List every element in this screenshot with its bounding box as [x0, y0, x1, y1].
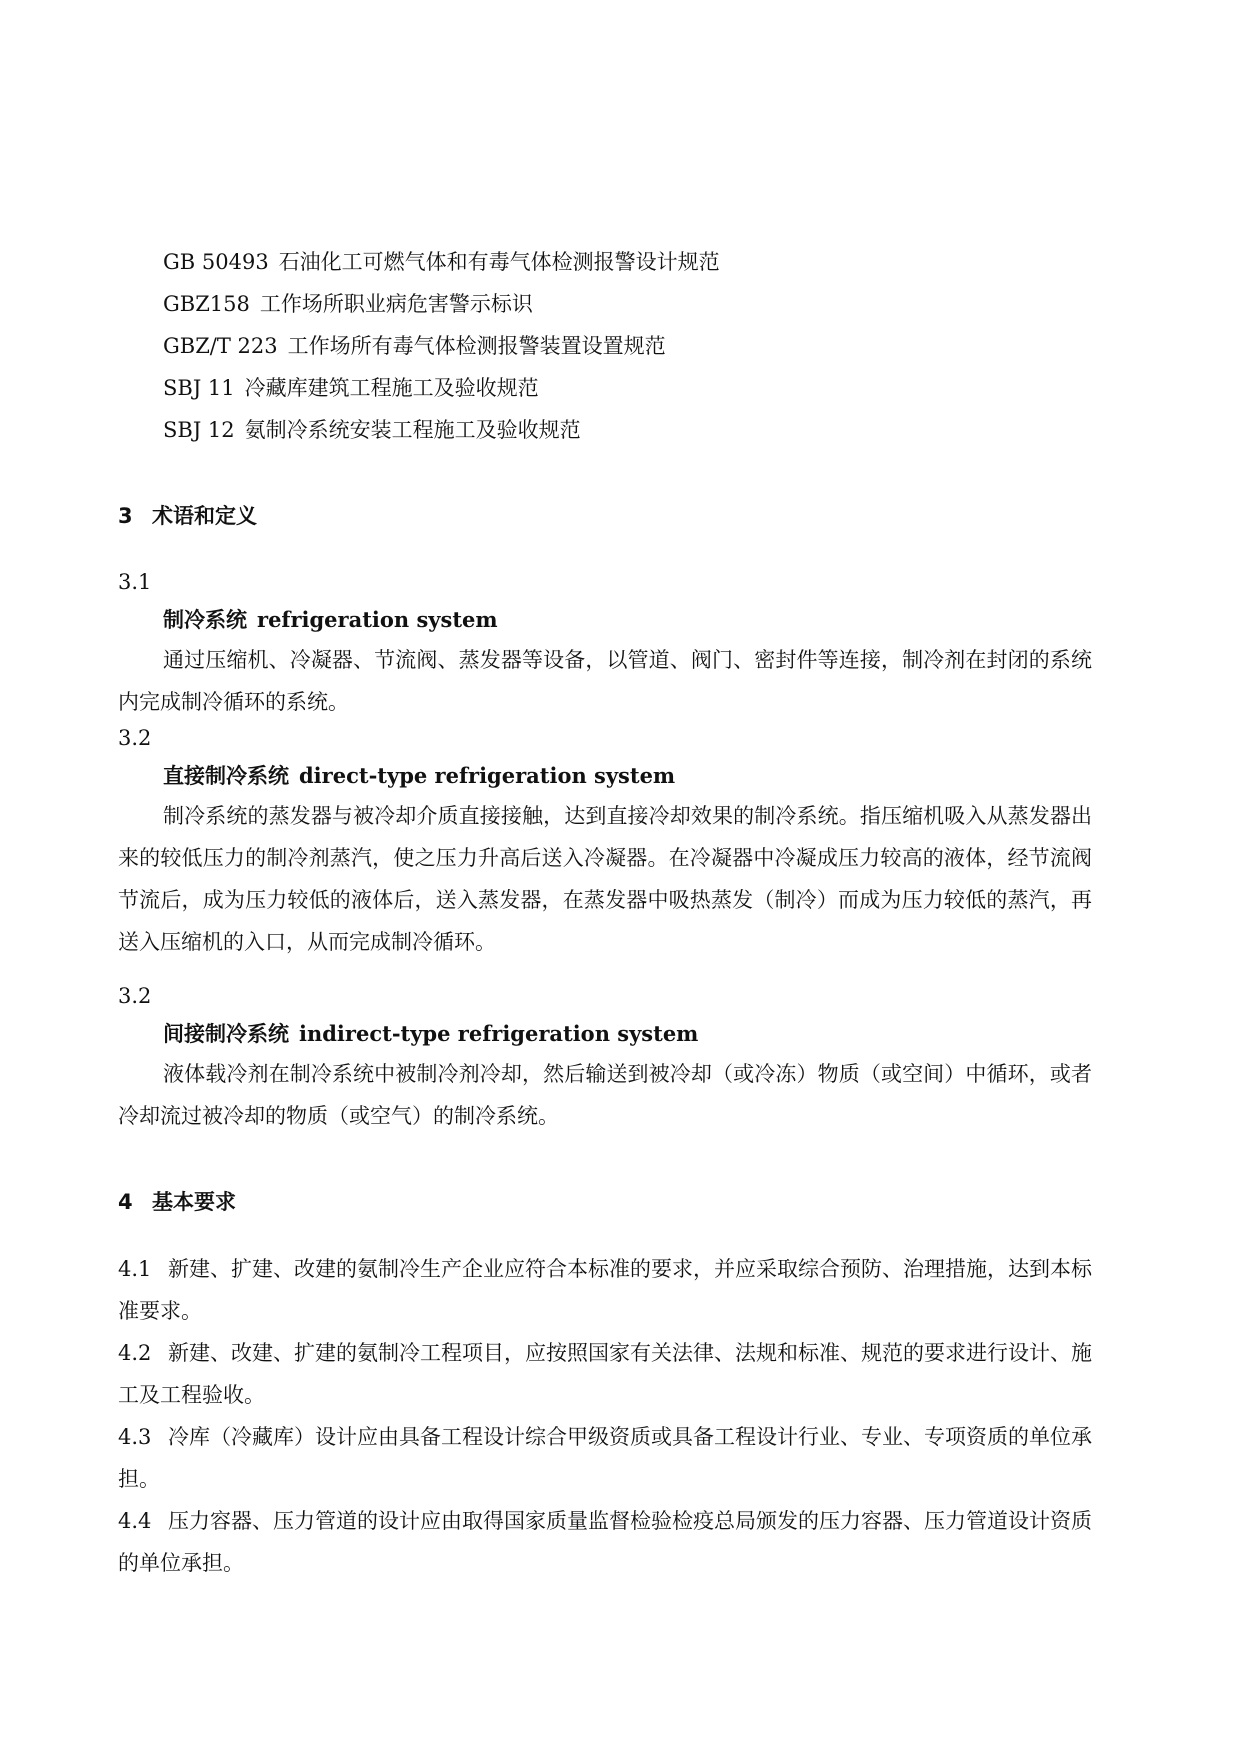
requirement-item	[118, 1248, 1092, 1332]
requirement-item	[118, 1500, 1092, 1584]
reference-title: 氨制冷系统安装工程施工及验收规范	[244, 418, 581, 442]
term-number: 3.2	[118, 984, 152, 1008]
term-zh: 制冷系统	[163, 607, 247, 632]
term-zh: 直接制冷系统	[163, 763, 289, 788]
term-zh: 间接制冷系统	[163, 1021, 289, 1046]
reference-item	[163, 248, 720, 276]
reference-code: GBZ/T 223	[163, 334, 278, 358]
term-name	[163, 762, 675, 790]
section-title: 术语和定义	[152, 504, 257, 528]
requirement-text: 压力容器、压力管道的设计应由取得国家质量监督检验检疫总局颁发的压力容器、压力管道设计资质的单位承担。	[118, 1509, 1092, 1575]
term-definition: 制冷系统的蒸发器与被冷却介质直接接触，达到直接冷却效果的制冷系统。指压缩机吸入从蒸发器出来的较低压力的制冷剂蒸汽，使之压力升高后送入冷凝器。在冷凝器中冷凝成压力较高的液体，经节流阀节流后，成为压力较低的液体后，送入蒸发器，在蒸发器中吸热蒸发（制冷）而成为压力较低的蒸汽，再送入压缩机的入口，从而完成制冷循环。	[118, 804, 1092, 954]
term-en: direct-type refrigeration system	[299, 763, 676, 788]
term-name	[163, 1020, 698, 1048]
requirement-text: 冷库（冷藏库）设计应由具备工程设计综合甲级资质或具备工程设计行业、专业、专项资质的单位承担。	[118, 1425, 1092, 1491]
reference-title: 冷藏库建筑工程施工及验收规范	[244, 376, 539, 400]
term-definition: 通过压缩机、冷凝器、节流阀、蒸发器等设备，以管道、阀门、密封件等连接，制冷剂在封闭的系统内完成制冷循环的系统。	[118, 648, 1092, 714]
requirement-number: 4.1	[118, 1257, 152, 1281]
requirement-number: 4.4	[118, 1509, 152, 1533]
reference-code: GBZ158	[163, 292, 250, 316]
requirement-number: 4.2	[118, 1341, 152, 1365]
term-number: 3.2	[118, 726, 152, 750]
reference-title: 工作场所有毒气体检测报警装置设置规范	[287, 334, 666, 358]
requirement-item	[118, 1332, 1092, 1416]
section-title: 基本要求	[152, 1190, 236, 1214]
reference-code: SBJ 11	[163, 376, 235, 400]
reference-code: GB 50493	[163, 250, 269, 274]
reference-item	[163, 416, 581, 444]
requirement-number: 4.3	[118, 1425, 152, 1449]
requirement-text: 新建、扩建、改建的氨制冷生产企业应符合本标准的要求，并应采取综合预防、治理措施，达到本标准要求。	[118, 1257, 1092, 1323]
requirement-item	[118, 1416, 1092, 1500]
requirement-text: 新建、改建、扩建的氨制冷工程项目，应按照国家有关法律、法规和标准、规范的要求进行设计、施工及工程验收。	[118, 1341, 1092, 1407]
term-name	[163, 606, 498, 634]
term-definition: 液体载冷剂在制冷系统中被制冷剂冷却，然后输送到被冷却（或冷冻）物质（或空间）中循环，或者冷却流过被冷却的物质（或空气）的制冷系统。	[118, 1062, 1092, 1128]
reference-item	[163, 374, 539, 402]
reference-code: SBJ 12	[163, 418, 235, 442]
section-number: 4	[118, 1190, 133, 1214]
section-heading	[118, 502, 257, 530]
reference-item	[163, 332, 666, 360]
reference-title: 工作场所职业病危害警示标识	[259, 292, 533, 316]
term-en: refrigeration system	[257, 607, 498, 632]
term-number: 3.1	[118, 570, 152, 594]
reference-title: 石油化工可燃气体和有毒气体检测报警设计规范	[278, 250, 720, 274]
reference-item	[163, 290, 533, 318]
section-heading	[118, 1188, 236, 1216]
section-number: 3	[118, 504, 133, 528]
term-en: indirect-type refrigeration system	[299, 1021, 699, 1046]
